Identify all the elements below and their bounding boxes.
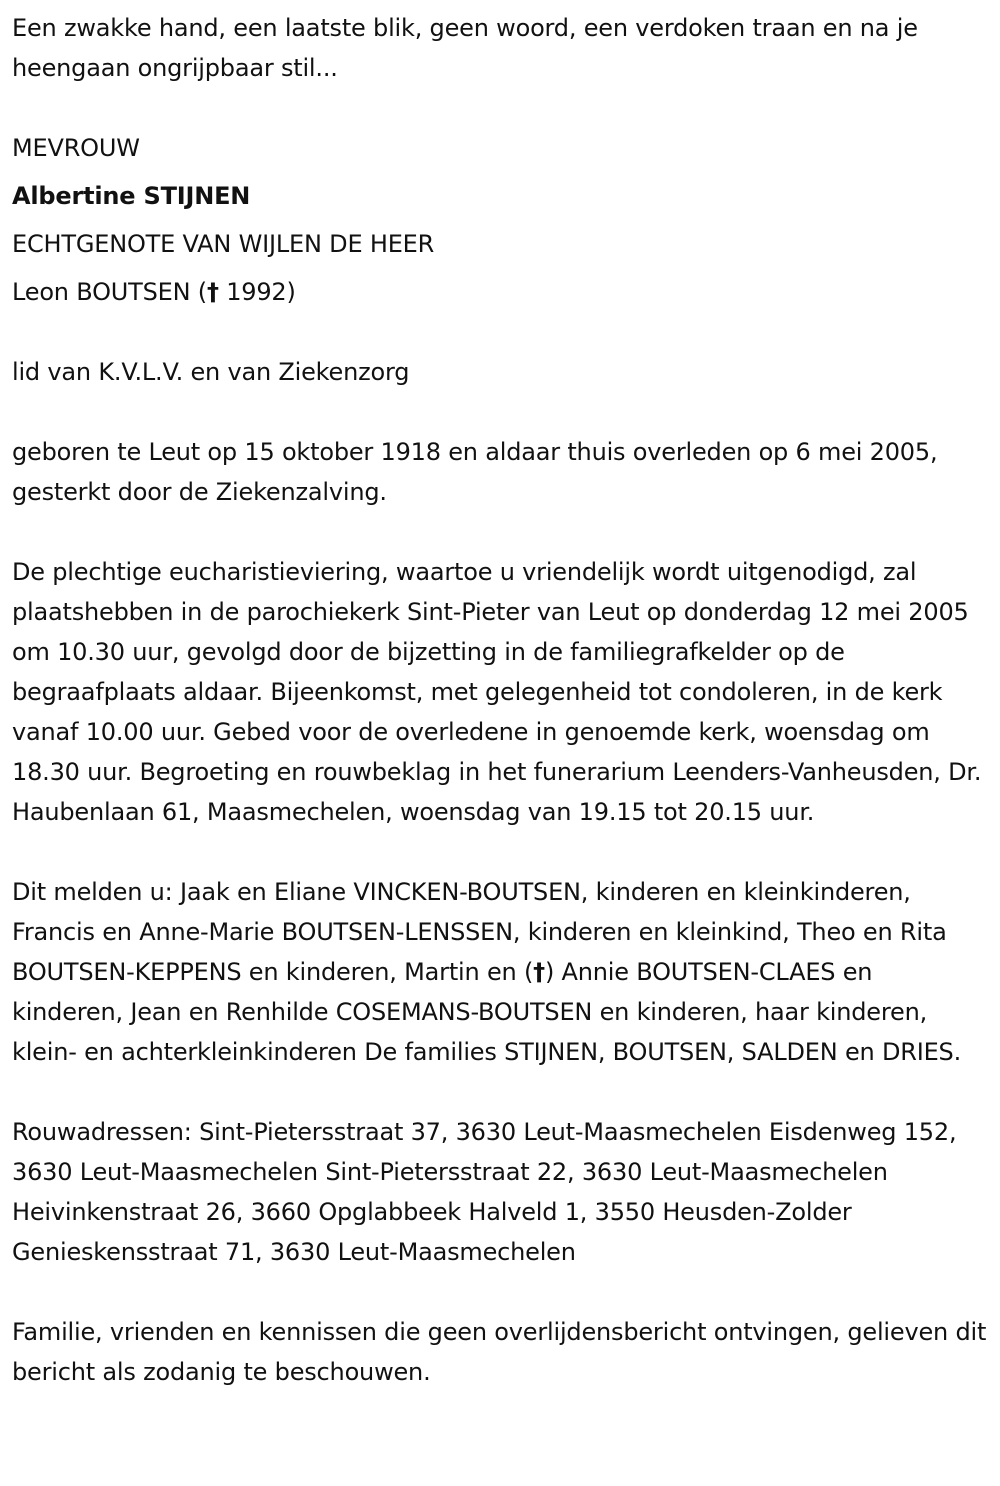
cross-icon: † <box>533 958 545 986</box>
spouse-line <box>12 272 988 312</box>
spouse-name: Leon BOUTSEN ( <box>12 278 207 306</box>
ceremony-details: De plechtige eucharistieviering, waartoe u vriendelijk wordt uitgenodigd, zal plaatshebben in de parochiekerk Sint-Pieter van Leut op donderdag 12 mei 2005 om 10.30 uur, gevolgd door de bijzetting in de familiegrafkelder op de begraafplaats aldaar. Bijeenkomst, met gelegenheid tot condoleren, in de kerk vanaf 10.00 uur. Gebed voor de overledene in genoemde kerk, woensdag om 18.30 uur. Begroeting en rouwbeklag in het funerarium Leenders-Vanheusden, Dr. Haubenlaan 61, Maasmechelen, woensdag van 19.15 tot 20.15 uur. <box>12 558 982 826</box>
spouse-death-year: 1992) <box>218 278 296 306</box>
family-part-2: ) Annie BOUTSEN-CLAES en kinderen, Jean en Renhilde COSEMANS-BOUTSEN en kinderen, haar kinderen, klein- en achterkleinkinderen De families STIJNEN, BOUTSEN, SALDEN en DRIES. <box>12 958 962 1066</box>
deceased-header <box>12 128 988 312</box>
intro-verse: Een zwakke hand, een laatste blik, geen woord, een verdoken traan en na je heengaan ongrijpbaar stil... <box>12 14 918 82</box>
family-announcement <box>12 872 988 1072</box>
spouse-relation: ECHTGENOTE VAN WIJLEN DE HEER <box>12 230 435 258</box>
birth-death-info: geboren te Leut op 15 oktober 1918 en aldaar thuis overleden op 6 mei 2005, gesterkt door de Ziekenzalving. <box>12 438 938 506</box>
honorific: MEVROUW <box>12 134 140 162</box>
deceased-name: Albertine STIJNEN <box>12 182 251 210</box>
mourning-addresses: Rouwadressen: Sint-Pietersstraat 37, 3630 Leut-Maasmechelen Eisdenweg 152, 3630 Leut-Maasmechelen Sint-Pietersstraat 22, 3630 Leut-Maasmechelen Heivinkenstraat 26, 3660 Opglabbeek Halveld 1, 3550 Heusden-Zolder Genieskensstraat 71, 3630 Leut-Maasmechelen <box>12 1118 957 1266</box>
membership: lid van K.V.L.V. en van Ziekenzorg <box>12 358 410 386</box>
cross-icon: † <box>206 278 219 306</box>
closing-note: Familie, vrienden en kennissen die geen overlijdensbericht ontvingen, gelieven dit bericht als zodanig te beschouwen. <box>12 1318 987 1386</box>
family-part-1: Dit melden u: Jaak en Eliane VINCKEN-BOUTSEN, kinderen en kleinkinderen, Francis en Anne-Marie BOUTSEN-LENSSEN, kinderen en kleinkind, Theo en Rita BOUTSEN-KEPPENS en kinderen, Martin en ( <box>12 878 947 986</box>
